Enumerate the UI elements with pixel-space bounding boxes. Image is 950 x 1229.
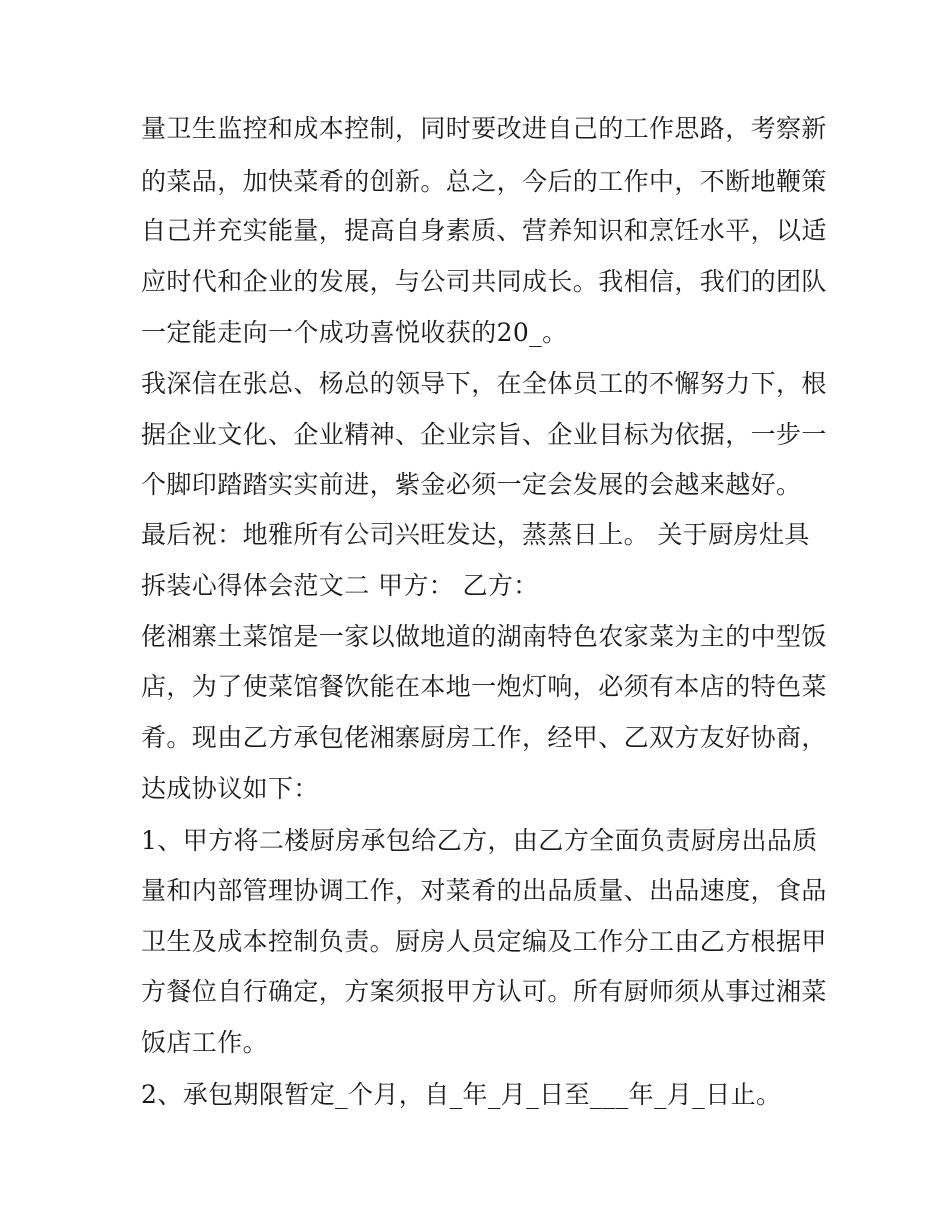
text-line: 1、甲方将二楼厨房承包给乙方，由乙方全面负责厨房出品质 [141,826,818,855]
text-line: 店，为了使菜馆餐饮能在本地一炮灯响，必须有本店的特色菜 [141,672,827,701]
text-line: 自己并充实能量，提高自身素质、营养知识和烹饪水平，以适 [141,216,827,245]
text-line: 个脚印踏踏实实前进，紫金必须一定会发展的会越来越好。 [141,470,802,499]
text-line: 拆装心得体会范文二 甲方： 乙方： [141,571,539,600]
text-line: 我深信在张总、杨总的领导下，在全体员工的不懈努力下，根 [141,369,827,398]
text-line: 方餐位自行确定，方案须报甲方认可。所有厨师须从事过湘菜 [141,977,827,1006]
text-line: 卫生及成本控制负责。厨房人员定编及工作分工由乙方根据甲 [141,927,827,956]
text-line: 一定能走向一个成功喜悦收获的20_。 [141,318,568,347]
text-line: 量和内部管理协调工作，对菜肴的出品质量、出品速度，食品 [141,876,827,905]
text-line: 最后祝：地雅所有公司兴旺发达，蒸蒸日上。 关于厨房灶具 [141,520,810,549]
text-line: 量卫生监控和成本控制，同时要改进自己的工作思路，考察新 [141,114,827,143]
text-line: 达成协议如下： [141,774,319,803]
text-line: 的菜品，加快菜肴的创新。总之，今后的工作中，不断地鞭策 [141,167,827,196]
text-line: 佬湘寨土菜馆是一家以做地道的湖南特色农家菜为主的中型饭 [141,622,827,651]
text-line: 据企业文化、企业精神、企业宗旨、企业目标为依据，一步一 [141,420,827,449]
text-line: 2、承包期限暂定_个月，自_年_月_日至___年_月_日止。 [141,1080,782,1109]
text-line: 饭店工作。 [141,1028,269,1057]
text-line: 应时代和企业的发展，与公司共同成长。我相信，我们的团队 [141,267,827,296]
text-line: 肴。现由乙方承包佬湘寨厨房工作，经甲、乙双方友好协商， [141,723,827,752]
